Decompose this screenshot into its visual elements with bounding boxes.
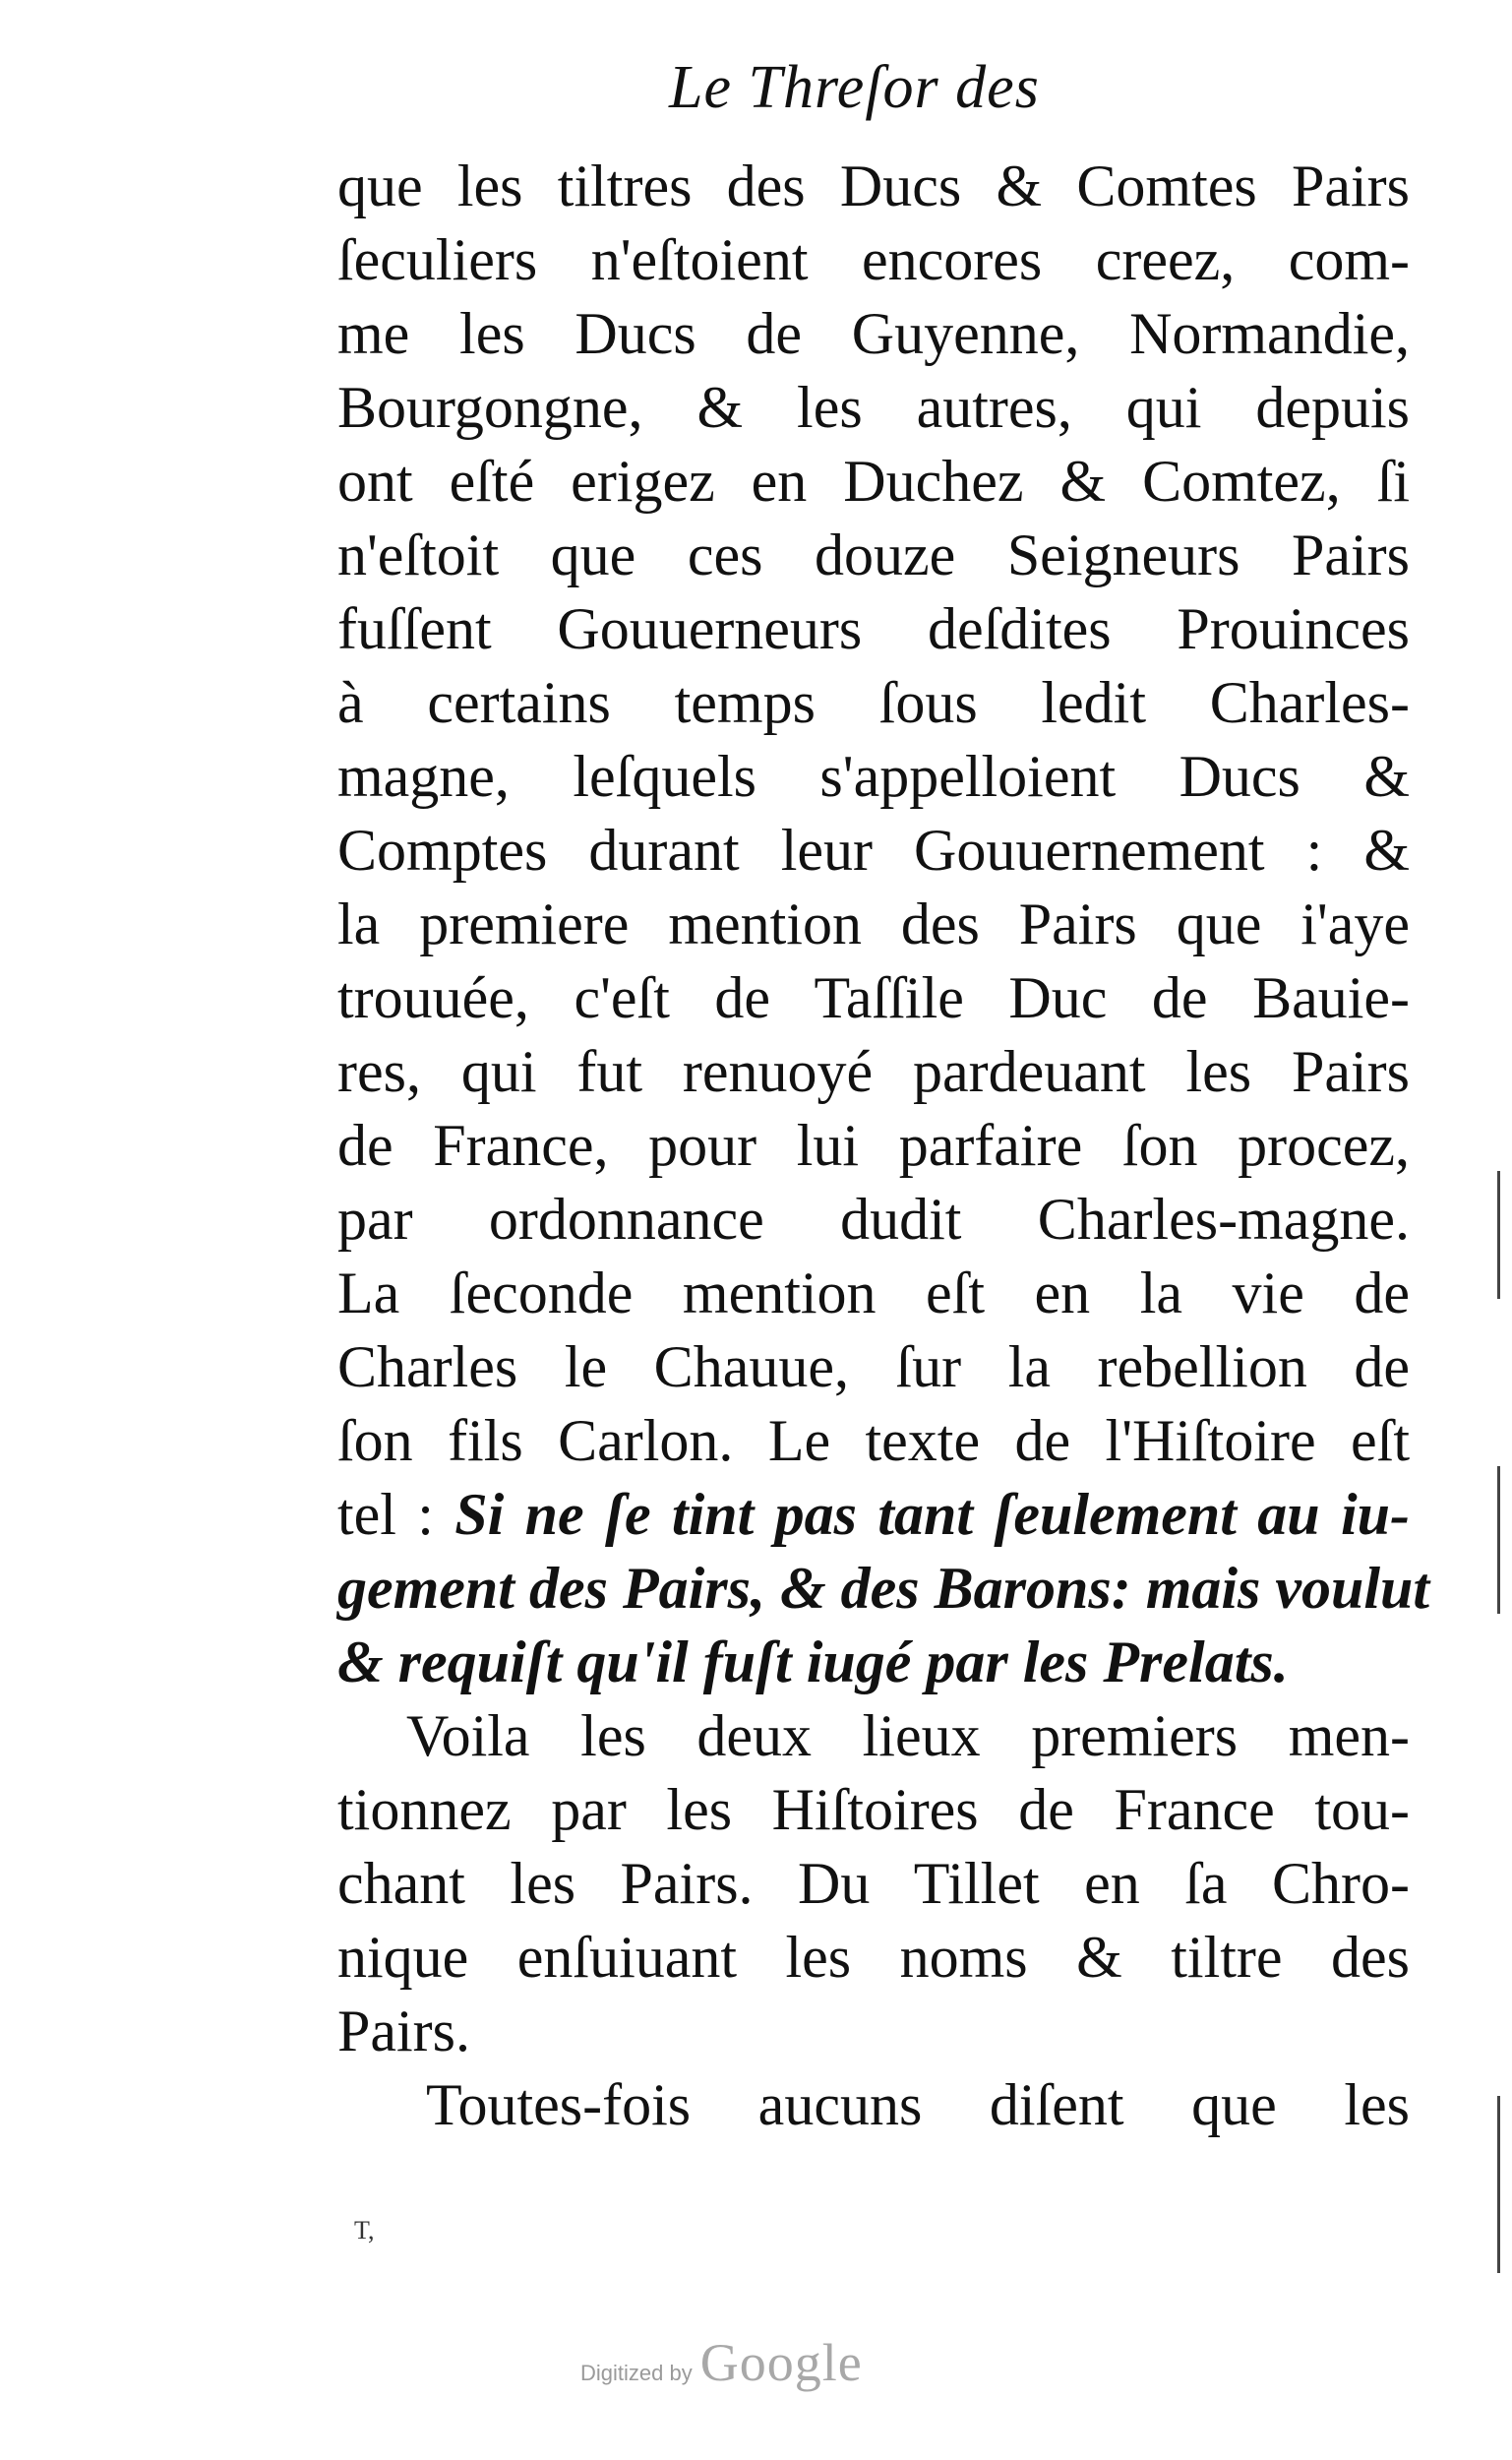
quote-line-first	[337, 1478, 1410, 1552]
paragraph-line: Voila les deux lieux premiers men-	[406, 1703, 1410, 1768]
quote-line: gement des Pairs, & des Barons: mais voulut	[337, 1556, 1430, 1621]
paragraph-line: tionnez par les Hiſtoires de France tou-	[337, 1777, 1410, 1842]
paragraph-line: chant les Pairs. Du Tillet en ſa Chro-	[337, 1851, 1410, 1916]
text-line: de France, pour lui parfaire ſon procez,	[337, 1113, 1410, 1178]
running-head: Le Threſor des	[669, 54, 1040, 121]
text-line: Charles le Chauue, ſur la rebellion de	[337, 1334, 1410, 1399]
text-line: magne, leſquels s'appelloient Ducs &	[337, 744, 1410, 809]
text-line: fuſſent Gouuerneurs deſdites Prouinces	[337, 596, 1410, 661]
paragraph-line: nique enſuiuant les noms & tiltre des	[337, 1925, 1410, 1990]
quote-text: Si ne ſe tint pas tant ſeulement au iu-	[454, 1482, 1410, 1547]
text-line: ſon fils Carlon. Le texte de l'Hiſtoire eſt	[337, 1408, 1410, 1473]
quote-line: & requiſt qu'il fuſt iugé par les Prelats.	[337, 1630, 1289, 1694]
paragraph-line: Pairs.	[337, 1999, 470, 2063]
catchword-line: Toutes-fois aucuns diſent que les	[426, 2072, 1410, 2137]
text-line: res, qui fut renuoyé pardeuant les Pairs	[337, 1039, 1410, 1104]
page-edge-mark	[1497, 1171, 1500, 1299]
quote-lead: tel :	[337, 1482, 455, 1547]
text-line: à certains temps ſous ledit Charles-	[337, 670, 1410, 735]
text-line: trouuée, c'eſt de Taſſile Duc de Bauie-	[337, 965, 1410, 1030]
page-edge-mark	[1497, 2096, 1500, 2273]
text-line: Bourgongne, & les autres, qui depuis	[337, 375, 1410, 440]
text-line: me les Ducs de Guyenne, Normandie,	[337, 301, 1410, 366]
google-logo: Google	[699, 2333, 863, 2392]
text-line: que les tiltres des Ducs & Comtes Pairs	[337, 154, 1410, 218]
text-line: Comptes durant leur Gouuernement : &	[337, 818, 1410, 883]
digitized-label: Digitized by	[580, 2361, 693, 2385]
text-line: ſeculiers n'eſtoient encores creez, com-	[337, 227, 1410, 292]
text-line: La ſeconde mention eſt en la vie de	[337, 1261, 1410, 1325]
text-line: par ordonnance dudit Charles-magne.	[337, 1187, 1410, 1252]
page-edge-mark	[1497, 1466, 1500, 1614]
text-line: ont eſté erigez en Duchez & Comtez, ſi	[337, 449, 1410, 514]
text-line: n'eſtoit que ces douze Seigneurs Pairs	[337, 523, 1410, 587]
digitized-by-watermark	[580, 2332, 863, 2393]
body-text	[337, 150, 1430, 2142]
text-line: la premiere mention des Pairs que i'aye	[337, 892, 1410, 956]
signature-mark: T,	[354, 2216, 375, 2245]
